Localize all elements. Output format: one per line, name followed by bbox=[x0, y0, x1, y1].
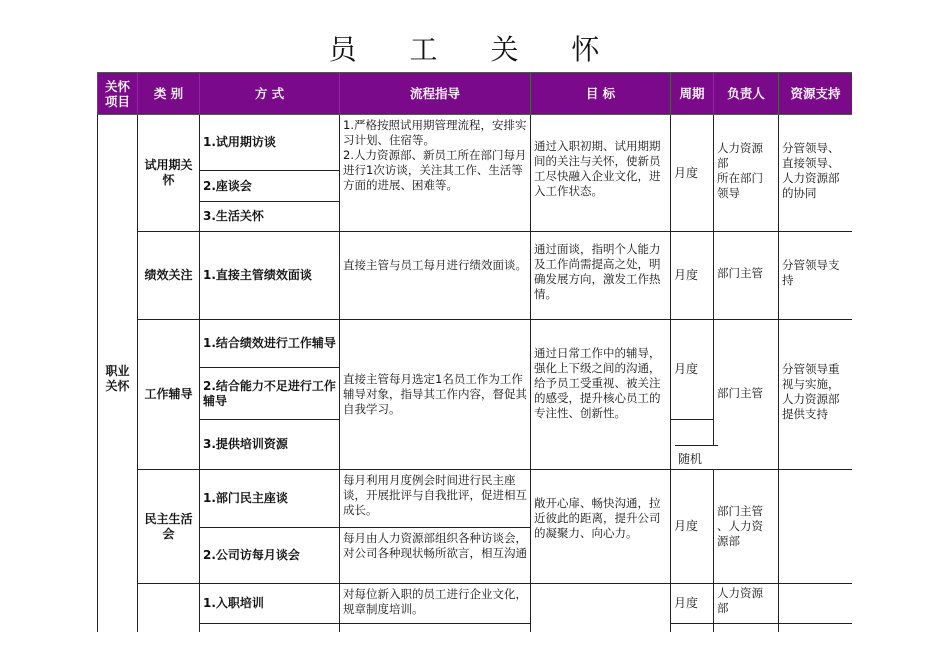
header-flow: 流程指导 bbox=[340, 73, 531, 115]
owner-cell: 人力资源 部 bbox=[714, 584, 779, 624]
table-row bbox=[98, 115, 853, 171]
category-cell bbox=[138, 584, 200, 633]
owner-cell: 人力资源 部 所在部门 领导 bbox=[714, 115, 779, 232]
table-row bbox=[98, 470, 853, 528]
resource-cell: 分管领导支持 bbox=[779, 232, 853, 320]
care-item-label: 职业 关怀 bbox=[98, 115, 138, 633]
category-cell: 试用期关 怀 bbox=[138, 115, 200, 232]
way-cell: 1.入职培训 bbox=[200, 584, 340, 624]
way-cell: 1.结合绩效进行工作辅导 bbox=[200, 320, 340, 368]
header-goal: 目 标 bbox=[531, 73, 671, 115]
care-table bbox=[97, 72, 852, 632]
header-row bbox=[98, 73, 853, 115]
goal-cell: 敞开心扉、畅快沟通，拉近彼此的距离，提升公司的凝聚力、向心力。 bbox=[531, 470, 671, 584]
table-row bbox=[98, 232, 853, 320]
way-cell: 1.部门民主座谈 bbox=[200, 470, 340, 528]
owner-cell: 部门主管 bbox=[714, 320, 779, 470]
period-cell: 月度 bbox=[671, 470, 714, 584]
flow-cell: 每月利用月度例会时间进行民主座谈，开展批评与自我批评，促进相互成长。 bbox=[340, 470, 531, 528]
flow-cell: 直接主管每月选定1名员工作为工作辅导对象，指导其工作内容，督促其自我学习。 bbox=[340, 320, 531, 470]
table-row bbox=[98, 320, 853, 368]
header-category: 类 别 bbox=[138, 73, 200, 115]
category-cell: 工作辅导 bbox=[138, 320, 200, 470]
goal-cell bbox=[531, 115, 671, 232]
table-row bbox=[98, 584, 853, 624]
way-cell: 2.公司访每月谈会 bbox=[200, 528, 340, 584]
period-cell: 月度 bbox=[671, 115, 714, 232]
period-random-text: 随机 bbox=[678, 452, 703, 466]
period-cell bbox=[671, 624, 714, 633]
header-period: 周期 bbox=[671, 73, 714, 115]
goal-text: 通过入职初期、试用期期间的关注与关怀，使新员工尽快融入企业文化，进入工作状态。 bbox=[534, 139, 661, 198]
owner-cell bbox=[714, 624, 779, 633]
header-resource: 资源支持 bbox=[779, 73, 853, 115]
period-cell: 月度 bbox=[671, 320, 714, 420]
category-cell: 绩效关注 bbox=[138, 232, 200, 320]
way-cell: 1.试用期访谈 bbox=[200, 115, 340, 171]
resource-cell: 分管领导、直接领导、人力资源部的协同 bbox=[779, 115, 853, 232]
way-cell: 2.结合能力不足进行工作辅导 bbox=[200, 368, 340, 420]
way-cell bbox=[200, 624, 340, 633]
care-table-container bbox=[97, 72, 852, 632]
resource-cell bbox=[779, 584, 853, 624]
header-owner: 负责人 bbox=[714, 73, 779, 115]
table-row bbox=[98, 624, 853, 633]
flow-text: 1.严格按照试用期管理流程，安排实习计划、住宿等。 2.人力资源部、新员工所在部门每月进行1次访谈，关注其工作、生活等方面的进展、困难等。 bbox=[343, 118, 527, 192]
way-cell: 3.生活关怀 bbox=[200, 202, 340, 232]
category-cell: 民主生活 会 bbox=[138, 470, 200, 584]
period-cell: 月度 bbox=[671, 232, 714, 320]
flow-cell: 每月由人力资源部组织各种访谈会，对公司各种现状畅所欲言，相互沟通 bbox=[340, 528, 531, 584]
resource-cell bbox=[779, 624, 853, 633]
period-random-cell bbox=[675, 445, 718, 469]
owner-cell: 部门主管 bbox=[714, 232, 779, 320]
resource-cell: 分管领导重视与实施，人力资源部提供支持 bbox=[779, 320, 853, 470]
goal-cell: 通过面谈，指明个人能力及工作尚需提高之处，明确发展方向，激发工作热情。 bbox=[531, 232, 671, 320]
flow-cell bbox=[340, 624, 531, 633]
resource-cell bbox=[779, 470, 853, 584]
header-way: 方 式 bbox=[200, 73, 340, 115]
flow-cell: 直接主管与员工每月进行绩效面谈。 bbox=[340, 232, 531, 320]
way-cell: 1.直接主管绩效面谈 bbox=[200, 232, 340, 320]
period-cell: 月度 bbox=[671, 584, 714, 624]
goal-cell: 通过日常工作中的辅导，强化上下级之间的沟通，给予员工受重视、被关注的感受，提升核心员工的专注性、创新性。 bbox=[531, 320, 671, 470]
way-cell: 3.提供培训资源 bbox=[200, 420, 340, 470]
flow-cell bbox=[340, 115, 531, 232]
owner-cell: 部门主管 、人力资 源部 bbox=[714, 470, 779, 584]
page-title: 员 工 关 怀 bbox=[328, 33, 622, 66]
header-item: 关怀 项目 bbox=[98, 73, 138, 115]
flow-cell: 对每位新入职的员工进行企业文化，规章制度培训。 bbox=[340, 584, 531, 624]
way-cell: 2.座谈会 bbox=[200, 171, 340, 202]
goal-cell bbox=[531, 584, 671, 633]
